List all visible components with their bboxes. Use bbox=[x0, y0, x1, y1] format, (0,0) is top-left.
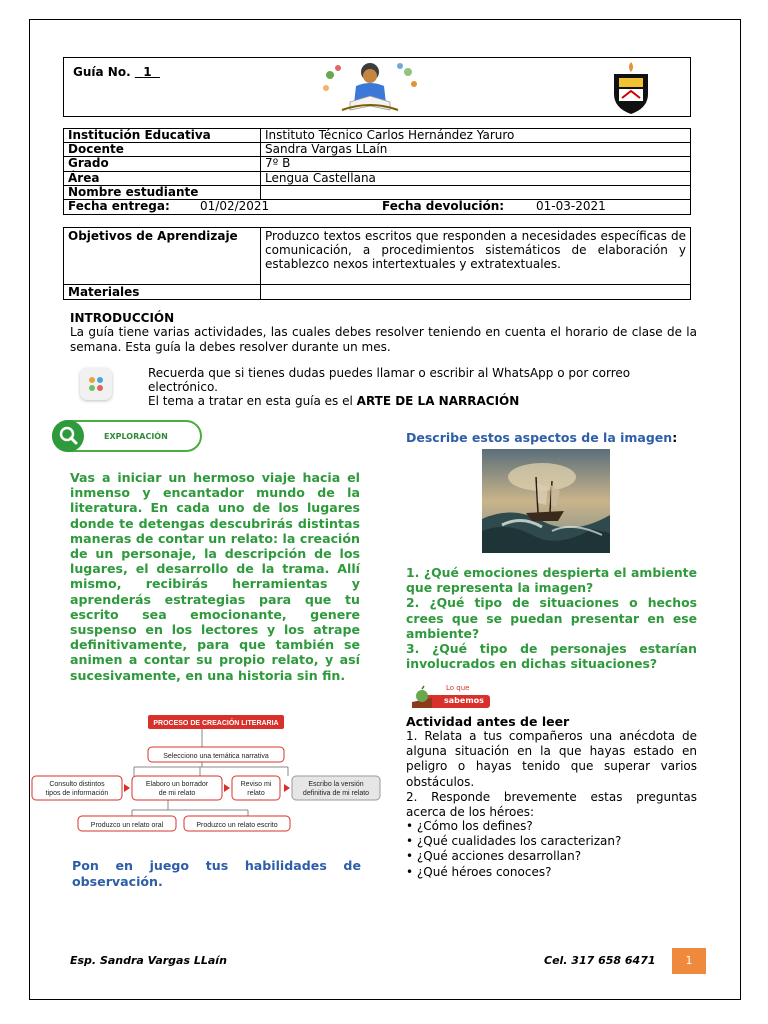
info-table bbox=[63, 128, 691, 215]
docente-label: Docente bbox=[64, 143, 261, 157]
actividad-title: Actividad antes de leer bbox=[406, 714, 570, 729]
footer-author: Esp. Sandra Vargas LLaín bbox=[70, 954, 227, 967]
diagram-step-escribo-text-1: Escribo la versión bbox=[308, 781, 364, 788]
page-number: 1 bbox=[672, 948, 706, 974]
diagram-step-escribo-text-2: definitiva de mi relato bbox=[302, 790, 370, 797]
lo-que-sabemos-badge bbox=[410, 684, 492, 710]
question-3: 3. ¿Qué tipo de personajes estarían involucrados en dichas situaciones? bbox=[406, 641, 697, 672]
intro-title: INTRODUCCIÓN bbox=[70, 311, 175, 325]
actividad-item-1: 1. Relata a tus compañeros una anécdota de alguna situación en la que hayas estado en peligro o hayas tenido que superar varios obstáculos. bbox=[406, 729, 697, 789]
entrega-label: Fecha entrega: bbox=[68, 198, 170, 213]
topic-bold: ARTE DE LA NARRACIÓN bbox=[356, 394, 520, 408]
actividad-items bbox=[406, 729, 697, 820]
leaf-icon-left bbox=[323, 65, 341, 91]
table-row bbox=[64, 143, 691, 157]
area-value: Lengua Castellana bbox=[261, 171, 691, 185]
diagram-title: PROCESO DE CREACIÓN LITERARIA bbox=[153, 720, 279, 727]
guia-label: Guía No. 1 bbox=[73, 65, 160, 79]
sabemos-text: sabemos bbox=[444, 696, 484, 705]
list-item: • ¿Cómo los defines? bbox=[406, 819, 533, 833]
institucion-value: Instituto Técnico Carlos Hernández Yaruro bbox=[261, 129, 691, 143]
nombre-label: Nombre estudiante bbox=[64, 185, 261, 199]
diagram-step-seleccion-text: Selecciono una temática narrativa bbox=[163, 753, 269, 760]
reading-child-illustration bbox=[320, 60, 420, 114]
fecha-row bbox=[64, 199, 691, 214]
describe-title: Describe estos aspectos de la imagen: bbox=[406, 430, 678, 445]
proceso-creacion-diagram bbox=[30, 712, 385, 840]
devolucion-label: Fecha devolución: bbox=[382, 198, 505, 213]
grado-label: Grado bbox=[64, 157, 261, 171]
reminder-text bbox=[148, 366, 697, 408]
diagram-step-elaboro-text-2: de mi relato bbox=[158, 790, 196, 797]
actividad-item-2: 2. Responde brevemente estas preguntas acerca de los héroes: bbox=[406, 789, 697, 820]
diagram-step-consulto-text-2: tipos de información bbox=[45, 790, 109, 797]
leaf-icon-right bbox=[397, 63, 417, 87]
diagram-step-escrito-text: Produzco un relato escrito bbox=[196, 822, 278, 829]
diagram-step-oral-text: Produzco un relato oral bbox=[90, 822, 164, 829]
table-row bbox=[64, 171, 691, 185]
apps-icon bbox=[80, 368, 112, 400]
list-item: • ¿Qué cualidades los caracterizan? bbox=[406, 834, 622, 849]
diagram-step-elaboro-text-1: Elaboro un borrador bbox=[145, 781, 209, 788]
diagram-step-consulto-text-1: Consulto distintos bbox=[49, 781, 105, 788]
exploracion-paragraph: Vas a iniciar un hermoso viaje hacia el inmenso y encantador mundo de la literatura. En cada uno de los lugares donde te detengas descubrirás distintas maneras de contar un relato: la creación de un personaje, la descripción de los lugares, el desarrollo de la trama. Allí mismo, recibirás herramientas y aprenderás estrategias para que tu escrito sea emocionante, genere suspenso en los lectores y los atrape definitivamente, para que también se animen a contar su propio relato, y así sucesivamente, en una historia sin fin. bbox=[70, 470, 360, 683]
area-label: Área bbox=[64, 171, 261, 185]
nombre-value[interactable] bbox=[261, 185, 691, 199]
objetivos-value: Produzco textos escritos que responden a necesidades específicas de comunicación, a procedimientos sistemáticos de elaboración y establezco nexos intertextuales y extratextuales. bbox=[261, 228, 691, 285]
entrega-value: 01/02/2021 bbox=[200, 198, 270, 213]
guia-header-box bbox=[63, 57, 691, 117]
docente-value: Sandra Vargas LLaín bbox=[261, 143, 691, 157]
lo-que-text: Lo que bbox=[446, 684, 470, 692]
table-row bbox=[64, 185, 691, 199]
institucion-label: Institución Educativa bbox=[64, 129, 261, 143]
table-row bbox=[64, 228, 691, 285]
reminder-line: Recuerda que si tienes dudas puedes llamar o escribir al WhatsApp o por correo electrónico. bbox=[148, 366, 631, 394]
school-shield-logo bbox=[610, 60, 652, 116]
stormy-sea-painting bbox=[482, 449, 610, 553]
list-item: • ¿Qué acciones desarrollan? bbox=[406, 849, 582, 864]
diagram-step-reviso-text-2: relato bbox=[247, 790, 265, 797]
table-row bbox=[64, 285, 691, 300]
materiales-label: Materiales bbox=[64, 285, 261, 300]
grado-value: 7º B bbox=[261, 157, 691, 171]
intro-text: La guía tiene varias actividades, las cuales debes resolver teniendo en cuenta el horario de clase de la semana. Esta guía la debes resolver durante un mes. bbox=[70, 325, 697, 354]
table-row bbox=[64, 199, 691, 214]
question-1: 1. ¿Qué emociones despierta el ambiente que representa la imagen? bbox=[406, 565, 697, 596]
objetivos-label: Objetivos de Aprendizaje bbox=[64, 228, 261, 285]
guia-number: 1 bbox=[143, 65, 152, 79]
table-row bbox=[64, 129, 691, 143]
topic-line: El tema a tratar en esta guía es el ARTE DE LA NARRACIÓN bbox=[148, 394, 520, 408]
diagram-step-reviso-text-1: Reviso mi bbox=[240, 781, 272, 788]
exploracion-label: EXPLORACIÓN bbox=[104, 432, 168, 441]
heroes-questions-list bbox=[406, 819, 621, 880]
devolucion-value: 01-03-2021 bbox=[536, 198, 606, 213]
objectives-table bbox=[63, 227, 691, 300]
list-item: • ¿Qué héroes conoces? bbox=[406, 864, 552, 879]
pon-en-juego-text: Pon en juego tus habilidades de observación. bbox=[72, 858, 361, 889]
question-2: 2. ¿Qué tipo de situaciones o hechos crees que se puedan presentar en ese ambiente? bbox=[406, 595, 697, 641]
materiales-value bbox=[261, 285, 691, 300]
describe-questions bbox=[406, 565, 697, 671]
magnifier-icon bbox=[52, 420, 84, 452]
table-row bbox=[64, 157, 691, 171]
footer-phone: Cel. 317 658 6471 bbox=[544, 954, 656, 967]
